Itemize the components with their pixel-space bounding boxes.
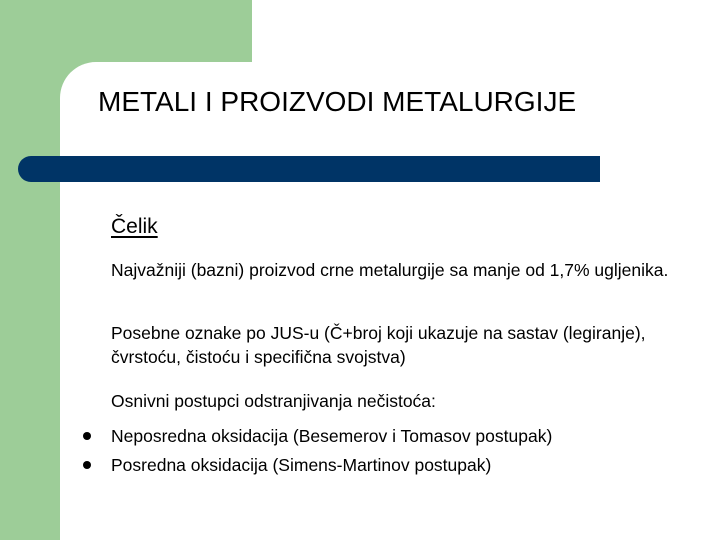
paragraph-procedures-intro: Osnivni postupci odstranjivanja nečistoća:	[111, 391, 436, 411]
paragraph-designation: Posebne oznake po JUS-u (Č+broj koji ukazuje na sastav (legiranje), čvrstoću, čistoću i specifična svojstva)	[111, 323, 646, 367]
title-underline-bar	[18, 156, 600, 182]
list-item	[111, 455, 491, 476]
list-item-text: Posredna oksidacija (Simens-Martinov postupak)	[111, 455, 492, 475]
list-item-text: Neposredna oksidacija (Besemerov i Tomasov postupak)	[111, 426, 553, 446]
decorative-green-strip-left	[0, 0, 60, 540]
slide-title: METALI I PROIZVODI METALURGIJE	[98, 86, 577, 117]
paragraph-definition: Najvažniji (bazni) proizvod crne metalurgije sa manje od 1,7% ugljenika.	[111, 260, 669, 280]
section-heading: Čelik	[111, 215, 158, 238]
bullet-icon	[83, 461, 91, 469]
list-item	[111, 426, 552, 447]
bullet-icon	[83, 432, 91, 440]
